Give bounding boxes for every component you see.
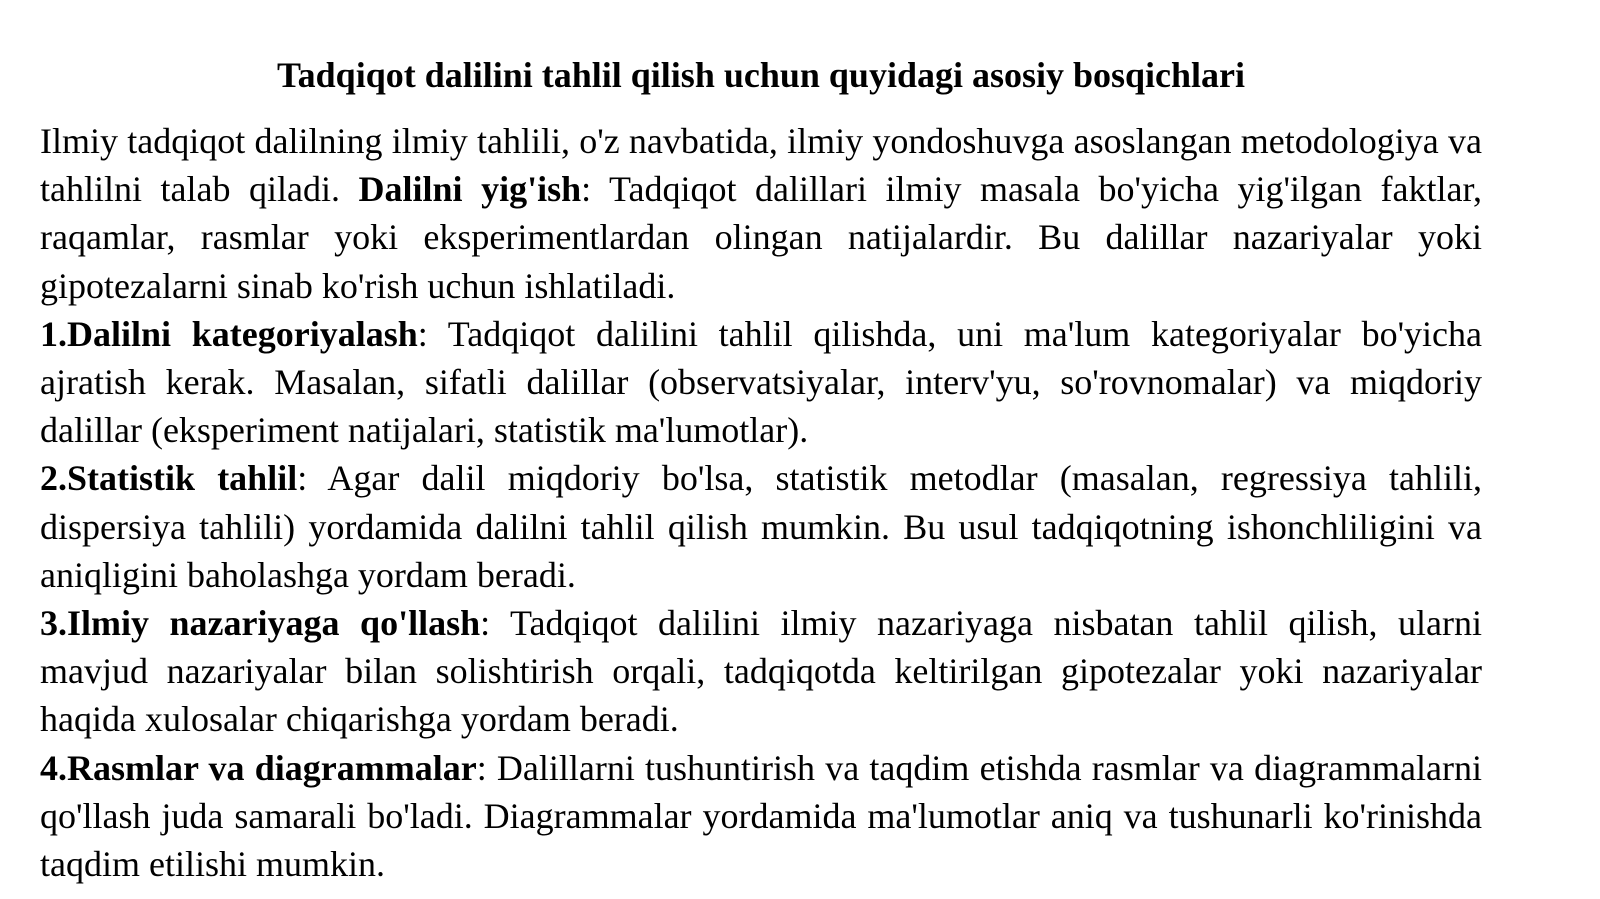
step-text: : Agar dalil miqdoriy bo'lsa, statistik metodlar (masalan, regressiya tahlili, dispersiya tahlili) yordamida dalilni tahlil qilish mumkin. Bu usul tadqiqotning ishonchliligini va aniqligini baholashga yordam beradi. — [40, 458, 1482, 595]
slide — [40, 50, 1482, 888]
intro-text-after: : Tadqiqot dalillari ilmiy masala bo'yicha yig'ilgan faktlar, raqamlar, rasmlar yoki eksperimentlardan olingan natijalardir. Bu dalillar nazariyalar yoki gipotezalarni sinab ko'rish uchun ishlatiladi. — [40, 169, 1482, 306]
step-term: 2.Statistik tahlil — [40, 458, 298, 499]
step-term: 1.Dalilni kategoriyalash — [40, 313, 418, 354]
step-paragraph-1 — [40, 310, 1482, 455]
step-paragraph-4 — [40, 744, 1482, 889]
step-paragraph-2 — [40, 454, 1482, 599]
step-term: 3.Ilmiy nazariyaga qo'llash — [40, 603, 481, 644]
step-text: : Tadqiqot dalilini tahlil qilishda, uni ma'lum kategoriyalar bo'yicha ajratish kerak. Masalan, sifatli dalillar (observatsiyalar, interv'yu, so'rovnomalar) va miqdoriy dalillar (eksperiment natijalari, statistik ma'lumotlar). — [40, 313, 1483, 451]
intro-term: Dalilni yig'ish — [358, 169, 582, 210]
step-text: : Dalillarni tushuntirish va taqdim etishda rasmlar va diagrammalarni qo'llash juda samarali bo'ladi. Diagrammalar yordamida ma'lumotlar aniq va tushunarli ko'rinishda taqdim etilishi mumkin. — [40, 747, 1482, 885]
step-text: : Tadqiqot dalilini ilmiy nazariyaga nisbatan tahlil qilish, ularni mavjud nazariyalar bilan solishtirish orqali, tadqiqotda keltirilgan gipotezalar yoki nazariyalar haqida xulosalar chiqarishga yordam beradi. — [40, 603, 1482, 740]
step-paragraph-3 — [40, 599, 1482, 744]
step-term: 4.Rasmlar va diagrammalar — [40, 747, 477, 788]
slide-body — [40, 117, 1482, 888]
intro-text-before: Ilmiy tadqiqot dalilning ilmiy tahlili, o'z navbatida, ilmiy yondoshuvga asoslangan metodologiya va tahlilni talab qiladi. — [40, 121, 1482, 210]
intro-paragraph — [40, 117, 1482, 310]
slide-title: Tadqiqot dalilini tahlil qilish uchun quyidagi asosiy bosqichlari — [276, 55, 1246, 95]
